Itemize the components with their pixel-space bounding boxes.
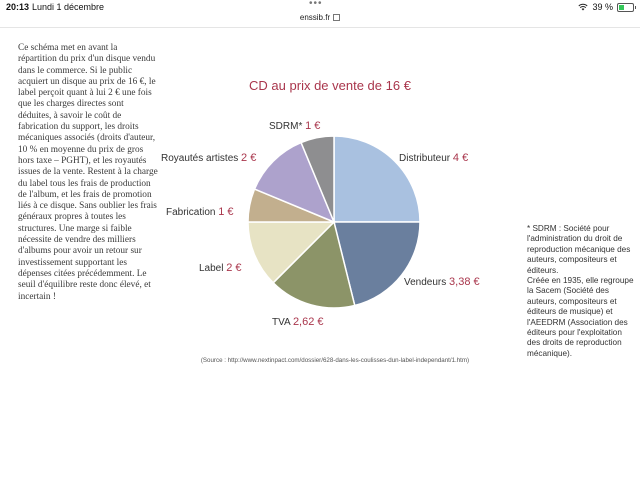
footnote-history: Créée en 1935, elle regroupe la Sacem (Société des auteurs, compositeurs et éditeurs de musique) et l'AEEDRM (Association des éditeurs pour l'exploitation des droits de reproduction mécanique). [527, 276, 634, 358]
slice-label: TVA 2,62 € [272, 316, 324, 328]
slice-label: Fabrication 1 € [166, 206, 234, 218]
slice-label: Royautés artistes 2 € [161, 152, 257, 164]
battery-percent: 39 % [592, 2, 613, 12]
slice-label: Label 2 € [199, 262, 242, 274]
article-body-text: Ce schéma met en avant la répartition du prix d'un disque vendu dans le commerce. Si le public acquiert un disque au prix de 16 €, le label perçoit quant à lui 2 € une fois que les charges directes sont déduites, à savoir le coût de fabrication du support, les droits mécaniques associés (droits d'auteur, 10 % en moyenne du prix de gros hors taxe – PGHT), et les royautés issues de la vente. Restent à la charge du label tous les frais de production de l'album, et les frais de promotion liés à ce disque. Sans oublier les frais généraux propres à toutes les structures. Une marge si faible nécessite de vendre des milliers d'albums pour avoir un retour sur investissement supportant les dépenses citées précédemment. Le seuil d'équilibre reste donc élevé, et incertain ! [18, 43, 158, 302]
status-time: 20:13 [6, 2, 30, 12]
multitasking-dots-icon[interactable]: ••• [309, 0, 323, 9]
footnote [527, 224, 635, 359]
chart-title: CD au prix de vente de 16 € [249, 78, 411, 93]
status-date: Lundi 1 décembre [32, 2, 105, 12]
slice-label: SDRM* 1 € [269, 120, 321, 132]
url-domain: enssib.fr [299, 13, 331, 22]
chart-source[interactable]: (Source : http://www.nextinpact.com/dossier/628-dans-les-coulisses-dun-label-independant/1.htm) [200, 357, 470, 364]
slice-label: Vendeurs 3,38 € [404, 276, 480, 288]
footnote-sdrm: * SDRM : Société pour l'administration du droit de reproduction mécanique des auteurs, compositeurs et éditeurs. [527, 224, 631, 275]
pie-slice-distributeur [334, 136, 420, 222]
slice-label: Distributeur 4 € [399, 152, 469, 164]
